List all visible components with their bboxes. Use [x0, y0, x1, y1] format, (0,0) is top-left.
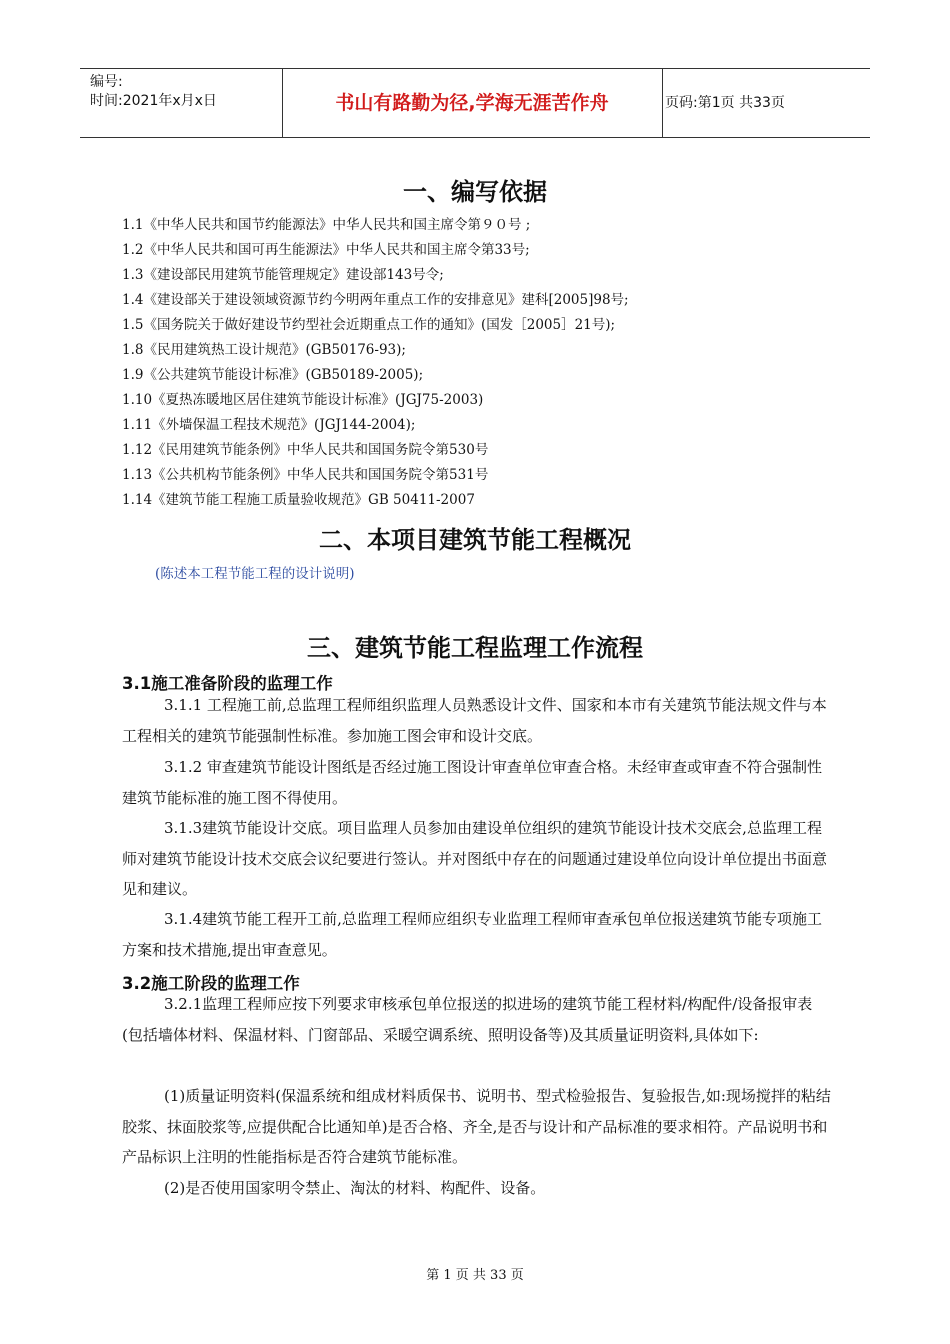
- header-page-info: 页码:第1页 共33页: [665, 95, 785, 111]
- subsection-3-2-heading: 3.2施工阶段的监理工作: [122, 974, 300, 993]
- reference-item: 1.8《民用建筑热工设计规范》(GB50176-93);: [122, 342, 406, 358]
- reference-item: 1.13《公共机构节能条例》中华人民共和国国务院令第531号: [122, 467, 489, 483]
- reference-item: 1.10《夏热冻暖地区居住建筑节能设计标准》(JGJ75-2003): [122, 392, 484, 408]
- section3-title: 三、建筑节能工程监理工作流程: [307, 634, 643, 662]
- header-divider: [282, 69, 283, 137]
- header-divider: [662, 69, 663, 137]
- footer-page-number: 第 1 页 共 33 页: [426, 1268, 524, 1283]
- reference-item: 1.5《国务院关于做好建设节约型社会近期重点工作的通知》(国发［2005］21号);: [122, 317, 616, 333]
- section2-title: 二、本项目建筑节能工程概况: [319, 526, 631, 554]
- section1-title: 一、编写依据: [403, 178, 547, 206]
- paragraph-3-1-3: 3.1.3建筑节能设计交底。项目监理人员参加由建设单位组织的建筑节能设计技术交底会,总监理工程师对建筑节能设计技术交底会议纪要进行签认。并对图纸中存在的问题通过建设单位向设计单位提出书面意见和建议。: [122, 819, 828, 898]
- header-motto: 书山有路勤为径,学海无涯苦作舟: [335, 92, 609, 114]
- reference-item: 1.9《公共建筑节能设计标准》(GB50189-2005);: [122, 367, 424, 383]
- reference-item: 1.12《民用建筑节能条例》中华人民共和国国务院令第530号: [122, 442, 489, 458]
- list-item-1: (1)质量证明资料(保温系统和组成材料质保书、说明书、型式检验报告、复验报告,如:现场搅拌的粘结胶浆、抹面胶浆等,应提供配合比通知单)是否合格、齐全,是否与设计和产品标准的要求相符。产品说明书和产品标识上注明的性能指标是否符合建筑节能标准。: [122, 1087, 831, 1166]
- paragraph-3-1-2: 3.1.2 审查建筑节能设计图纸是否经过施工图设计审查单位审查合格。未经审查或审查不符合强制性建筑节能标准的施工图不得使用。: [122, 758, 822, 807]
- subsection-3-1-heading: 3.1施工准备阶段的监理工作: [122, 674, 333, 693]
- paragraph-3-1-1: 3.1.1 工程施工前,总监理工程师组织监理人员熟悉设计文件、国家和本市有关建筑节能法规文件与本工程相关的建筑节能强制性标准。参加施工图会审和设计交底。: [122, 696, 827, 745]
- reference-item: 1.4《建设部关于建设领域资源节约今明两年重点工作的安排意见》建科[2005]98号;: [122, 292, 629, 308]
- document-header: [80, 68, 870, 138]
- reference-item: 1.1《中华人民共和国节约能源法》中华人民共和国主席令第９０号 ;: [122, 217, 531, 233]
- reference-item: 1.2《中华人民共和国可再生能源法》中华人民共和国主席令第33号;: [122, 242, 530, 258]
- header-meta: [90, 73, 217, 111]
- paragraph-3-2-1: 3.2.1监理工程师应按下列要求审核承包单位报送的拟进场的建筑节能工程材料/构配件/设备报审表(包括墙体材料、保温材料、门窗部品、采暖空调系统、照明设备等)及其质量证明资料,具体如下:: [122, 995, 813, 1044]
- reference-item: 1.11《外墙保温工程技术规范》(JGJ144-2004);: [122, 417, 416, 433]
- time-label: 时间:2021年x月x日: [90, 93, 217, 109]
- code-label: 编号:: [90, 74, 123, 90]
- reference-item: 1.3《建设部民用建筑节能管理规定》建设部143号令;: [122, 267, 444, 283]
- section2-note: (陈述本工程节能工程的设计说明): [155, 566, 355, 582]
- list-item-2: (2)是否使用国家明令禁止、淘汰的材料、构配件、设备。: [164, 1179, 546, 1197]
- paragraph-3-1-4: 3.1.4建筑节能工程开工前,总监理工程师应组织专业监理工程师审查承包单位报送建筑节能专项施工方案和技术措施,提出审查意见。: [122, 910, 822, 959]
- reference-item: 1.14《建筑节能工程施工质量验收规范》GB 50411-2007: [122, 492, 475, 508]
